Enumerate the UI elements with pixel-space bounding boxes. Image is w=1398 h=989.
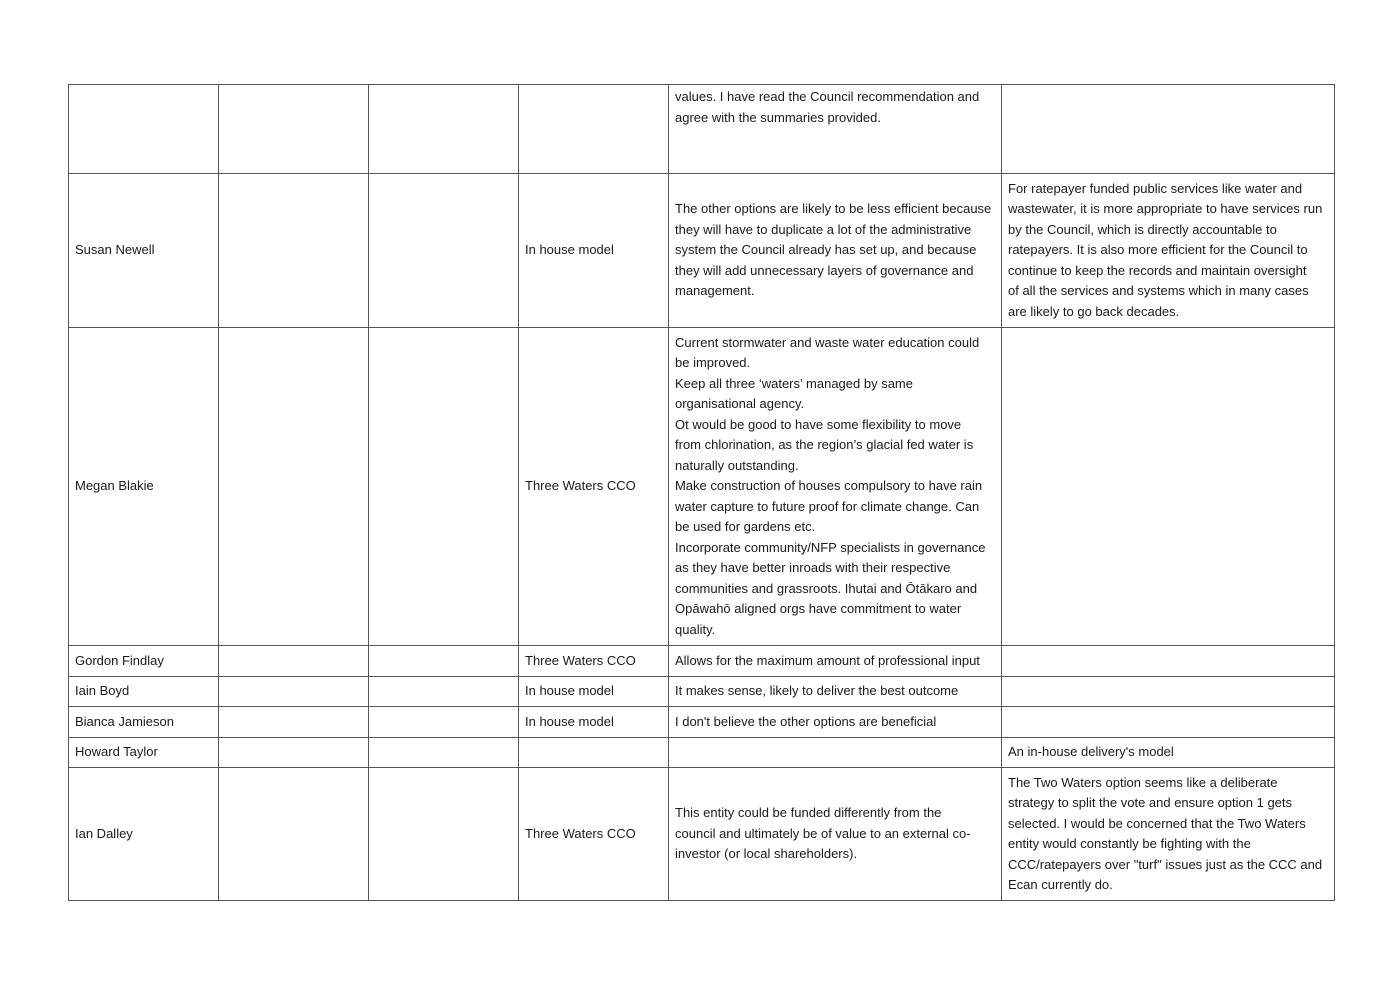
reason-text-line: naturally outstanding. [675, 457, 799, 473]
reason-text-line: agree with the summaries provided. [675, 109, 881, 125]
reason-text-line: council and ultimately be of value to an external co- [675, 825, 971, 841]
reason-text-line: be used for gardens etc. [675, 519, 816, 535]
reason-cell [669, 85, 1002, 174]
reason-cell [669, 328, 1002, 646]
reason-text-line: investor (or local shareholders). [675, 846, 858, 862]
comments-cell [1002, 707, 1335, 738]
table-row [69, 768, 1335, 901]
submitter-name-cell [69, 85, 219, 174]
comment-text-line: of all the services and systems which in many cases [1008, 283, 1309, 299]
submissions-table [68, 84, 1335, 901]
empty-cell [369, 707, 519, 738]
comments-cell [1002, 328, 1335, 646]
reason-text-line: quality. [675, 621, 716, 637]
reason-cell [669, 738, 1002, 768]
reason-text-line: It makes sense, likely to deliver the best outcome [675, 683, 959, 699]
comments-cell [1002, 768, 1335, 901]
preferred-option: In house model [525, 683, 614, 699]
comment-text-line: The Two Waters option seems like a deliberate [1008, 774, 1278, 790]
preferred-option: Three Waters CCO [525, 825, 636, 841]
comment-text-line: are likely to go back decades. [1008, 303, 1180, 319]
empty-cell [369, 738, 519, 768]
submitter-name: Megan Blakie [75, 478, 154, 494]
comments-cell [1002, 85, 1335, 174]
comment-text-line: continue to keep the records and maintain oversight [1008, 262, 1307, 278]
comments-cell [1002, 174, 1335, 328]
preferred-option-cell [519, 174, 669, 328]
reason-text-line: Keep all three ‘waters’ managed by same [675, 375, 913, 391]
empty-cell [369, 174, 519, 328]
submitter-name-cell [69, 174, 219, 328]
submitter-name-cell [69, 738, 219, 768]
comment-text-line: CCC/ratepayers over "turf" issues just as the CCC and [1008, 856, 1323, 872]
comment-text-line: An in-house delivery's model [1008, 744, 1174, 760]
comment-text-line: For ratepayer funded public services like water and [1008, 180, 1303, 196]
empty-cell [369, 677, 519, 707]
reason-text-line: The other options are likely to be less efficient because [675, 201, 992, 217]
empty-cell [219, 328, 369, 646]
reason-text-line: system the Council already has set up, and because [675, 242, 977, 258]
table-row [69, 738, 1335, 768]
reason-text-line: I don't believe the other options are beneficial [675, 713, 937, 729]
submitter-name: Ian Dalley [75, 825, 133, 841]
comments-cell [1002, 738, 1335, 768]
empty-cell [369, 646, 519, 677]
empty-cell [219, 707, 369, 738]
table-row [69, 677, 1335, 707]
reason-text-line: water capture to future proof for climate change. Can [675, 498, 980, 514]
preferred-option: In house model [525, 242, 614, 258]
reason-text-line: Make construction of houses compulsory to have rain [675, 478, 983, 494]
comment-text-line: selected. I would be concerned that the Two Waters [1008, 815, 1306, 831]
empty-cell [219, 646, 369, 677]
comments-cell [1002, 646, 1335, 677]
reason-text-line: they will add unnecessary layers of governance and [675, 262, 974, 278]
reason-text-line: management. [675, 283, 755, 299]
reason-text-line: organisational agency. [675, 396, 805, 412]
reason-text-line: as they have better inroads with their respective [675, 560, 951, 576]
reason-text-line: Current stormwater and waste water education could [675, 334, 980, 350]
reason-text-line: Incorporate community/NFP specialists in governance [675, 539, 986, 555]
preferred-option-cell [519, 768, 669, 901]
submitter-name: Iain Boyd [75, 683, 130, 699]
submitter-name-cell [69, 328, 219, 646]
reason-text-line: This entity could be funded differently from the [675, 805, 942, 821]
submitter-name: Bianca Jamieson [75, 713, 174, 729]
empty-cell [369, 768, 519, 901]
table-row [69, 328, 1335, 646]
empty-cell [219, 85, 369, 174]
preferred-option-cell [519, 738, 669, 768]
reason-cell [669, 677, 1002, 707]
reason-text-line: they will have to duplicate a lot of the administrative [675, 221, 972, 237]
preferred-option-cell [519, 85, 669, 174]
comments-cell [1002, 677, 1335, 707]
submitter-name: Gordon Findlay [75, 652, 164, 668]
preferred-option-cell [519, 328, 669, 646]
empty-cell [219, 738, 369, 768]
table-row [69, 174, 1335, 328]
preferred-option: Three Waters CCO [525, 652, 636, 668]
reason-cell [669, 768, 1002, 901]
comment-text-line: by the Council, which is directly accountable to [1008, 221, 1277, 237]
empty-cell [369, 328, 519, 646]
reason-text-line: Opāwahō aligned orgs have commitment to water [675, 601, 962, 617]
empty-cell [219, 768, 369, 901]
preferred-option-cell [519, 707, 669, 738]
submitter-name-cell [69, 677, 219, 707]
reason-cell [669, 707, 1002, 738]
table-row [69, 646, 1335, 677]
comment-text-line: entity would constantly be fighting with the [1008, 836, 1251, 851]
reason-cell [669, 646, 1002, 677]
reason-text-line: be improved. [675, 355, 751, 371]
submitter-name-cell [69, 768, 219, 901]
preferred-option: In house model [525, 713, 614, 729]
submitter-name-cell [69, 646, 219, 677]
submitter-name: Susan Newell [75, 242, 155, 258]
comment-text-line: strategy to split the vote and ensure option 1 gets [1008, 795, 1293, 810]
comment-text-line: wastewater, it is more appropriate to have services run [1008, 201, 1323, 217]
comment-text-line: ratepayers. It is also more efficient for the Council to [1008, 242, 1308, 258]
preferred-option-cell [519, 646, 669, 677]
table-row [69, 85, 1335, 174]
reason-text-line: from chlorination, as the region’s glacial fed water is [675, 437, 974, 453]
empty-cell [369, 85, 519, 174]
reason-cell [669, 174, 1002, 328]
comment-text-line: Ecan currently do. [1008, 877, 1113, 892]
reason-text-line: communities and grassroots. Ihutai and Ōtākaro and [675, 580, 978, 596]
reason-text-line: Ot would be good to have some flexibility to move [675, 416, 962, 432]
reason-text-line: Allows for the maximum amount of professional input [675, 652, 980, 668]
submitter-name: Howard Taylor [75, 744, 158, 760]
preferred-option: Three Waters CCO [525, 478, 636, 494]
table-row [69, 707, 1335, 738]
preferred-option-cell [519, 677, 669, 707]
empty-cell [219, 174, 369, 328]
reason-text-line: values. I have read the Council recommendation and [675, 89, 980, 104]
submitter-name-cell [69, 707, 219, 738]
empty-cell [219, 677, 369, 707]
submissions-table-body [69, 85, 1335, 901]
